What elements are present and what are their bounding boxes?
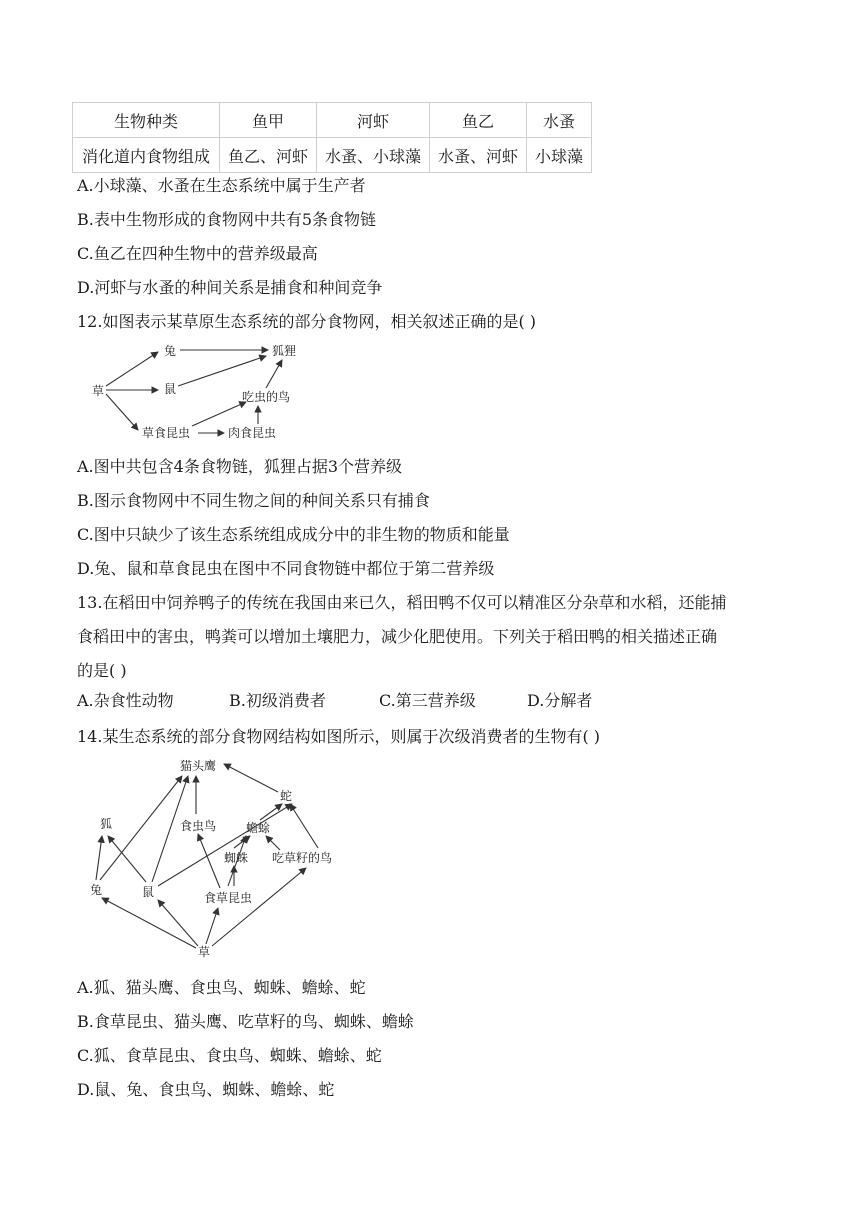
q14-node-seed-bird: 吃草籽的鸟	[272, 851, 333, 865]
q14-arrow	[266, 836, 280, 850]
q14-node-owl: 猫头鹰	[180, 759, 217, 773]
table-cell: 鱼乙、河虾	[220, 138, 317, 173]
q14-option-c: C.狐、食草昆虫、食虫鸟、蜘蛛、蟾蜍、蛇	[77, 1046, 382, 1065]
q12-option-b: B.图示食物网中不同生物之间的种间关系只有捕食	[77, 491, 430, 510]
q12-node-mouse: 鼠	[164, 382, 177, 396]
food-composition-table	[72, 102, 592, 173]
q14-arrow	[290, 804, 318, 848]
table-header-row	[73, 103, 592, 138]
q11-option-c: C.鱼乙在四种生物中的营养级最高	[77, 244, 318, 263]
q14-arrow	[102, 898, 196, 948]
q14-node-herb-insect: 食草昆虫	[204, 891, 253, 905]
q14-arrow	[212, 868, 306, 946]
q14-node-mouse: 鼠	[142, 885, 155, 899]
q12-arrow	[106, 352, 158, 386]
table-header-cell: 河虾	[317, 103, 430, 138]
q12-arrow	[178, 356, 266, 386]
table-row	[73, 138, 592, 173]
q14-arrow	[158, 900, 198, 946]
q11-option-a: A.小球藻、水蚤在生态系统中属于生产者	[77, 176, 366, 195]
q12-arrow	[266, 360, 282, 388]
table-header-cell: 鱼甲	[220, 103, 317, 138]
q14-arrow	[158, 804, 292, 886]
q14-arrow	[96, 836, 102, 880]
q14-arrow	[206, 908, 218, 944]
q13-option-d: D.分解者	[527, 691, 593, 710]
q13-option-c: C.第三营养级	[379, 691, 476, 710]
q14-option-d: D.鼠、兔、食虫鸟、蜘蛛、蟾蜍、蛇	[77, 1080, 335, 1099]
q14-arrow	[100, 776, 182, 880]
q14-node-fox: 狐	[100, 817, 113, 831]
q13-stem-line-3: 的是( )	[77, 661, 127, 680]
q14-node-snake: 蛇	[280, 789, 293, 803]
q13-options-row	[77, 690, 592, 712]
q12-food-web-diagram	[86, 338, 316, 446]
q12-node-rabbit: 兔	[164, 344, 177, 358]
q14-option-a: A.狐、猫头鹰、食虫鸟、蜘蛛、蟾蜍、蛇	[77, 978, 366, 997]
q12-stem: 12.如图表示某草原生态系统的部分食物网，相关叙述正确的是( )	[77, 312, 537, 331]
q14-node-spider: 蜘蛛	[224, 851, 249, 865]
table-header-cell: 鱼乙	[430, 103, 527, 138]
q14-food-web-diagram	[84, 752, 364, 962]
q11-option-d: D.河虾与水蚤的种间关系是捕食和种间竞争	[77, 278, 383, 297]
table-row-label: 消化道内食物组成	[73, 138, 220, 173]
q12-option-d: D.兔、鼠和草食昆虫在图中不同食物链中都位于第二营养级	[77, 559, 495, 578]
q14-arrow	[108, 836, 146, 882]
q12-option-c: C.图中只缺少了该生态系统组成成分中的非生物的物质和能量	[77, 525, 510, 544]
q14-arrow	[198, 834, 220, 888]
q12-node-insect-bird: 吃虫的鸟	[242, 390, 291, 404]
table-cell: 水蚤、小球藻	[317, 138, 430, 173]
q14-node-insect-bird: 食虫鸟	[180, 819, 217, 833]
q13-option-a: A.杂食性动物	[77, 691, 174, 710]
q14-arrow	[224, 764, 278, 792]
q12-node-carn-insect: 肉食昆虫	[228, 426, 277, 440]
q13-stem-line-1: 13.在稻田中饲养鸭子的传统在我国由来已久，稻田鸭不仅可以精准区分杂草和水稻，还能捕	[77, 593, 727, 612]
q14-node-toad: 蟾蜍	[246, 821, 271, 835]
q12-node-grass: 草	[92, 384, 105, 398]
q12-arrow	[106, 394, 138, 430]
q13-stem-line-2: 食稻田中的害虫，鸭粪可以增加土壤肥力，减少化肥使用。下列关于稻田鸭的相关描述正确	[77, 627, 718, 646]
q14-node-grass: 草	[198, 945, 211, 959]
table-cell: 小球藻	[527, 138, 592, 173]
q14-node-rabbit: 兔	[90, 883, 103, 897]
q13-option-b: B.初级消费者	[229, 691, 326, 710]
table-header-cell: 生物种类	[73, 103, 220, 138]
q12-node-fox: 狐狸	[272, 344, 297, 358]
q11-option-b: B.表中生物形成的食物网中共有5条食物链	[77, 210, 377, 229]
q14-option-b: B.食草昆虫、猫头鹰、吃草籽的鸟、蜘蛛、蟾蜍	[77, 1012, 414, 1031]
q12-arrow	[192, 402, 246, 426]
q12-node-herb-insect: 草食昆虫	[142, 426, 191, 440]
table-cell: 水蚤、河虾	[430, 138, 527, 173]
table-header-cell: 水蚤	[527, 103, 592, 138]
q12-option-a: A.图中共包含4条食物链，狐狸占据3个营养级	[77, 457, 403, 476]
q14-stem: 14.某生态系统的部分食物网结构如图所示，则属于次级消费者的生物有( )	[77, 727, 601, 746]
